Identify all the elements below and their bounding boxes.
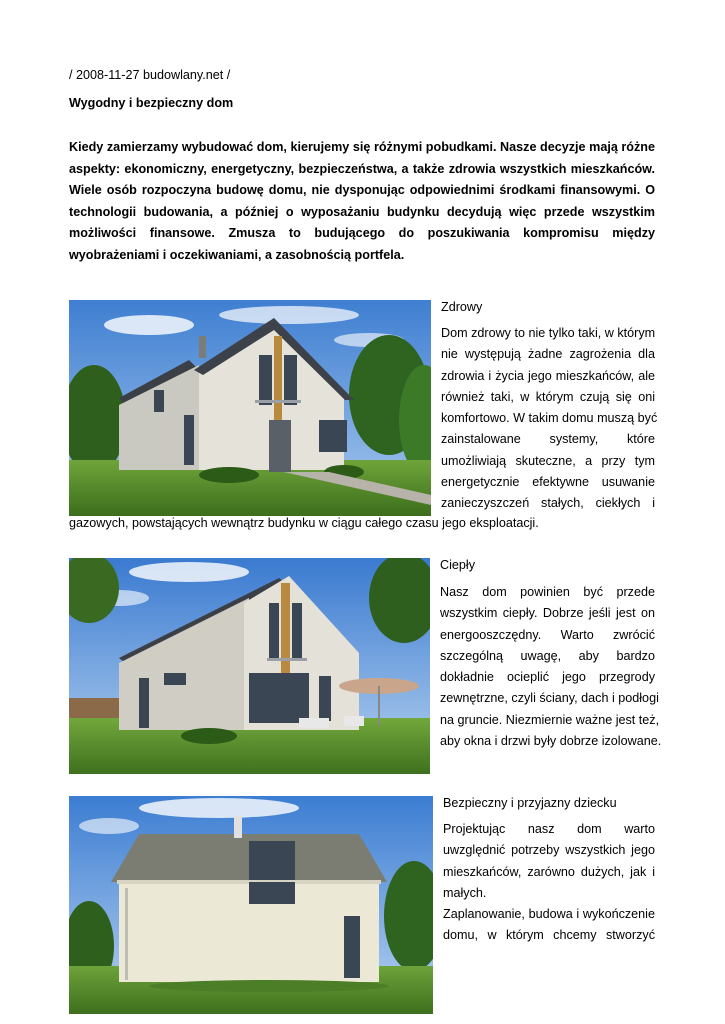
section-heading-bezpieczny: Bezpieczny i przyjazny dziecku [443,796,617,810]
text-line: małych. [443,885,487,900]
text-line: również taki, w którym czują się oni [441,389,655,404]
text-line: domu, w którym chcemy stworzyć [443,928,655,943]
source-line: / 2008-11-27 budowlany.net / [69,68,231,82]
text-line: zanieczyszczeń stałych, ciekłych i [441,496,655,511]
intro-paragraph: Kiedy zamierzamy wybudować dom, kierujemy się różnymi pobudkami. Nasze decyzje mają różne aspekty: ekonomiczny, energetyczny, bezpieczeństwa, a także zdrowia wszystkich mieszkańców. Wiele osób rozpoczyna budowę domu, nie dysponując odpowiednimi środkami finansowymi. O technologii budowania, a później o wyposażaniu budynku decydują więc przede wszystkim możliwości finansowe. Zmusza to budującego do poszukiwania kompromisu między wyobrażeniami i oczekiwaniami, a zasobnością portfela. [69,140,655,262]
text-line: aby okna i drzwi były dobrze izolowane. [440,734,662,749]
text-line: energooszczędny. Warto zwrócić [440,627,655,642]
section-text-zdrowy [441,323,658,515]
text-line: Projektując nasz dom warto [443,822,655,836]
house-photo-side [69,558,430,774]
house-photo-front [69,300,431,516]
text-line: umożliwiają skuteczne, a przy tym [441,453,655,468]
text-line: zewnętrzne, czyli ściany, dach i podłogi [440,691,659,706]
article-title: Wygodny i bezpieczny dom [69,96,234,110]
text-line: uwzględnić potrzeby wszystkich jego [443,843,655,858]
house-photo-rear [69,796,433,1014]
text-line: Nasz dom powinien być przede [440,585,655,599]
section-text-tail: gazowych, powstających wewnątrz budynku w ciągu całego czasu jego eksploatacji. [69,516,539,530]
section-text-cieply [440,582,662,752]
text-line: dokładnie ocieplić jego przegrody [440,670,655,685]
text-line: zdrowia i życia jego mieszkańców, ale [441,368,655,383]
text-line: nie występują żadne zagrożenia dla [441,347,655,362]
text-line: Zaplanowanie, budowa i wykończenie [443,907,655,922]
text-line: energetycznie efektywne usuwanie [441,475,655,490]
text-line: na gruncie. Niezmiernie ważne jest też, [440,712,660,727]
text-line: zainstalowane systemy, które [441,432,655,447]
text-line: szczególną uwagę, aby bardzo [440,648,655,663]
section-heading-cieply: Ciepły [440,558,475,572]
text-line: komfortowo. W takim domu muszą być [441,411,658,426]
text-line: mieszkańców, zarówno dużych, jak i [443,864,655,879]
section-text-bezpieczny [443,819,655,947]
section-heading-zdrowy: Zdrowy [441,300,483,314]
text-line: Dom zdrowy to nie tylko taki, w którym [441,326,656,340]
text-line: wszystkim ciepły. Dobrze jeśli jest on [440,606,655,621]
